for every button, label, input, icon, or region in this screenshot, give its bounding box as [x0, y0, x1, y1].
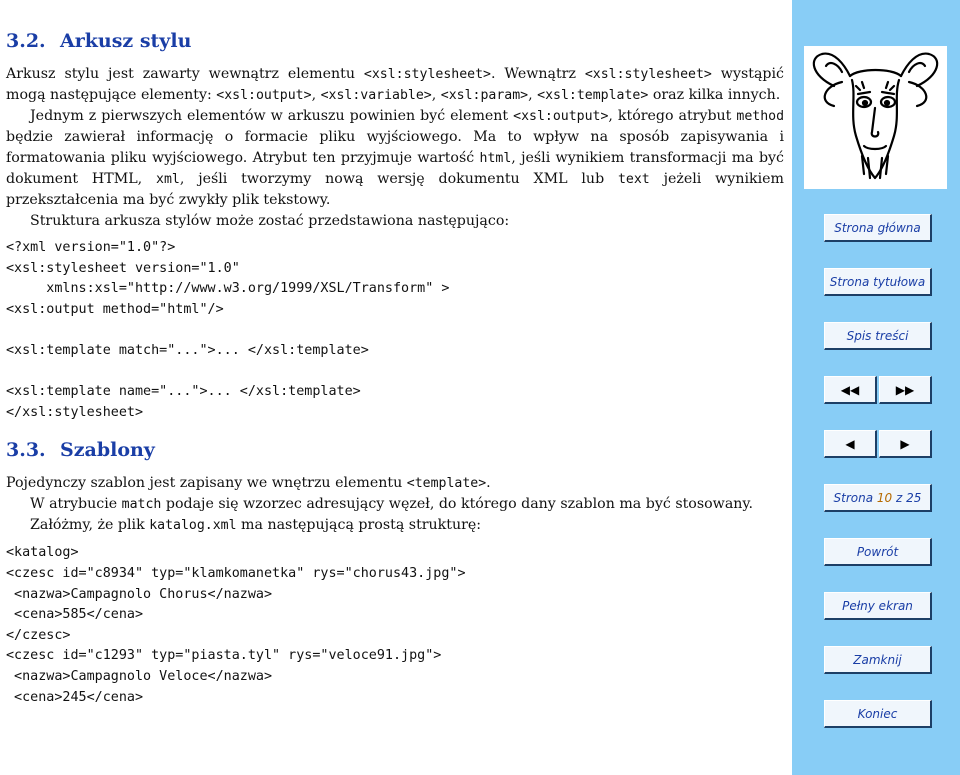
home-page-button[interactable]: Strona główna — [824, 214, 932, 242]
text-run: W atrybucie — [30, 496, 122, 513]
inline-code: <xsl:template> — [537, 88, 649, 103]
inline-code: <xsl:output> — [216, 88, 312, 103]
code-line: xmlns:xsl="http://www.w3.org/1999/XSL/Transform" > — [6, 281, 450, 297]
previous-page-button[interactable] — [824, 430, 877, 458]
code-line: </czesc> — [6, 627, 71, 643]
title-page-button[interactable]: Strona tytułowa — [824, 268, 932, 296]
text-run: , — [431, 87, 441, 103]
text-run: , którego atrybut — [608, 108, 737, 124]
inline-code: katalog.xml — [149, 518, 237, 534]
inline-code: xml — [156, 172, 180, 187]
inline-code: <xsl:stylesheet> — [363, 67, 491, 82]
inline-code: text — [617, 172, 650, 187]
code-line: <nazwa>Campagnolo Chorus</nazwa> — [6, 586, 273, 602]
text-run: . — [486, 475, 491, 492]
text-run: , jeśli tworzymy nową wersję dokumentu XML lub — [179, 171, 618, 187]
code-line: <czesc id="c1293" typ="piasta.tyl" rys="veloce91.jpg"> — [6, 648, 442, 664]
page-indicator — [824, 484, 932, 512]
paragraph-template-intro — [6, 473, 784, 494]
inline-code: html — [479, 151, 512, 166]
section-number: 3.2. — [6, 30, 46, 52]
section-title: Szablony — [60, 439, 155, 462]
code-line: <xsl:stylesheet version="1.0" — [6, 260, 240, 276]
code-line: <cena>585</cena> — [6, 607, 144, 623]
close-button[interactable]: Zamknij — [824, 646, 932, 674]
back-button[interactable]: Powrót — [824, 538, 932, 566]
text-run: Jednym z pierwszych elementów w arkuszu powinien być element — [30, 108, 514, 124]
inline-code: method — [736, 109, 785, 124]
text-run: Arkusz stylu jest zawarty wewnątrz elementu — [6, 66, 364, 82]
code-line: <xsl:template match="...">... </xsl:template> — [6, 342, 369, 358]
text-run: będzie zawierał informację o formacie pliku wyjściowego. Ma to wpływ na sposób zapisywania i formatowania pliku wyjściowego. Atrybut ten przyjmuje wartość — [6, 129, 784, 166]
current-page: 10 — [876, 490, 893, 505]
table-of-contents-button[interactable]: Spis treści — [824, 322, 932, 350]
text-run: jeżeli wynikiem przekształcenia ma być zwykły plik tekstowy. — [6, 171, 784, 208]
code-line: </xsl:stylesheet> — [6, 404, 144, 420]
section-heading-3-2 — [6, 30, 784, 52]
paragraph-output-element — [6, 106, 784, 211]
text-run: , jeśli wynikiem transformacji ma być dokument HTML, — [6, 150, 784, 187]
text-run: , — [311, 87, 321, 103]
code-block-stylesheet — [6, 238, 784, 423]
inline-code: <template> — [406, 476, 487, 492]
fullscreen-button[interactable]: Pełny ekran — [824, 592, 932, 620]
code-line: <xsl:output method="html"/> — [6, 301, 224, 317]
code-line — [6, 362, 784, 383]
quit-button[interactable]: Koniec — [824, 700, 932, 728]
paragraph-katalog-intro — [6, 515, 784, 536]
page-separator: z — [896, 490, 903, 505]
text-run: oraz kilka innych. — [648, 87, 781, 103]
code-line: <xsl:template name="...">... </xsl:template> — [6, 384, 361, 400]
paragraph-match-attribute — [6, 494, 784, 515]
right-arrow-icon: ▶ — [900, 436, 910, 451]
gnu-head-logo-icon — [804, 46, 947, 189]
inline-code: match — [121, 497, 162, 513]
inline-code: <xsl:stylesheet> — [584, 67, 712, 82]
page-label: Strona — [833, 490, 874, 505]
paragraph-stylesheet-intro — [6, 64, 784, 106]
code-line: <?xml version="1.0"?> — [6, 240, 176, 255]
left-arrow-icon: ◀ — [845, 436, 855, 451]
text-run: , — [528, 87, 538, 103]
last-page-button[interactable] — [879, 376, 932, 404]
double-right-arrow-icon: ▶▶ — [895, 382, 915, 397]
text-run: Pojedynczy szablon jest zapisany we wnętrzu elementu — [6, 475, 407, 492]
code-line — [6, 320, 784, 341]
text-run: ma następującą prostą strukturę: — [236, 517, 482, 534]
code-block-katalog — [6, 543, 784, 708]
section-title: Arkusz stylu — [60, 30, 192, 52]
total-pages: 25 — [906, 490, 922, 505]
text-run: . Wewnątrz — [490, 66, 585, 82]
text-run: podaje się wzorzec adresujący węzeł, do którego dany szablon ma być stosowany. — [161, 496, 754, 513]
paragraph-structure-intro: Struktura arkusza stylów może zostać przedstawiona następująco: — [30, 213, 510, 229]
code-line: <nazwa>Campagnolo Veloce</nazwa> — [6, 668, 273, 684]
code-line: <czesc id="c8934" typ="klamkomanetka" rys="chorus43.jpg"> — [6, 565, 466, 581]
text-run: wystąpić mogą następujące elementy: — [6, 66, 784, 103]
text-run: Załóżmy, że plik — [30, 517, 150, 534]
section-number: 3.3. — [6, 439, 46, 462]
navigation-sidebar — [792, 0, 960, 775]
inline-code: <xsl:param> — [440, 88, 529, 103]
double-left-arrow-icon: ◀◀ — [840, 382, 860, 397]
inline-code: <xsl:output> — [513, 109, 609, 124]
next-page-button[interactable] — [879, 430, 932, 458]
first-page-button[interactable] — [824, 376, 877, 404]
code-line: <cena>245</cena> — [6, 689, 144, 705]
section-heading-3-3 — [6, 439, 784, 461]
inline-code: <xsl:variable> — [320, 88, 432, 103]
code-line: <katalog> — [6, 545, 79, 561]
